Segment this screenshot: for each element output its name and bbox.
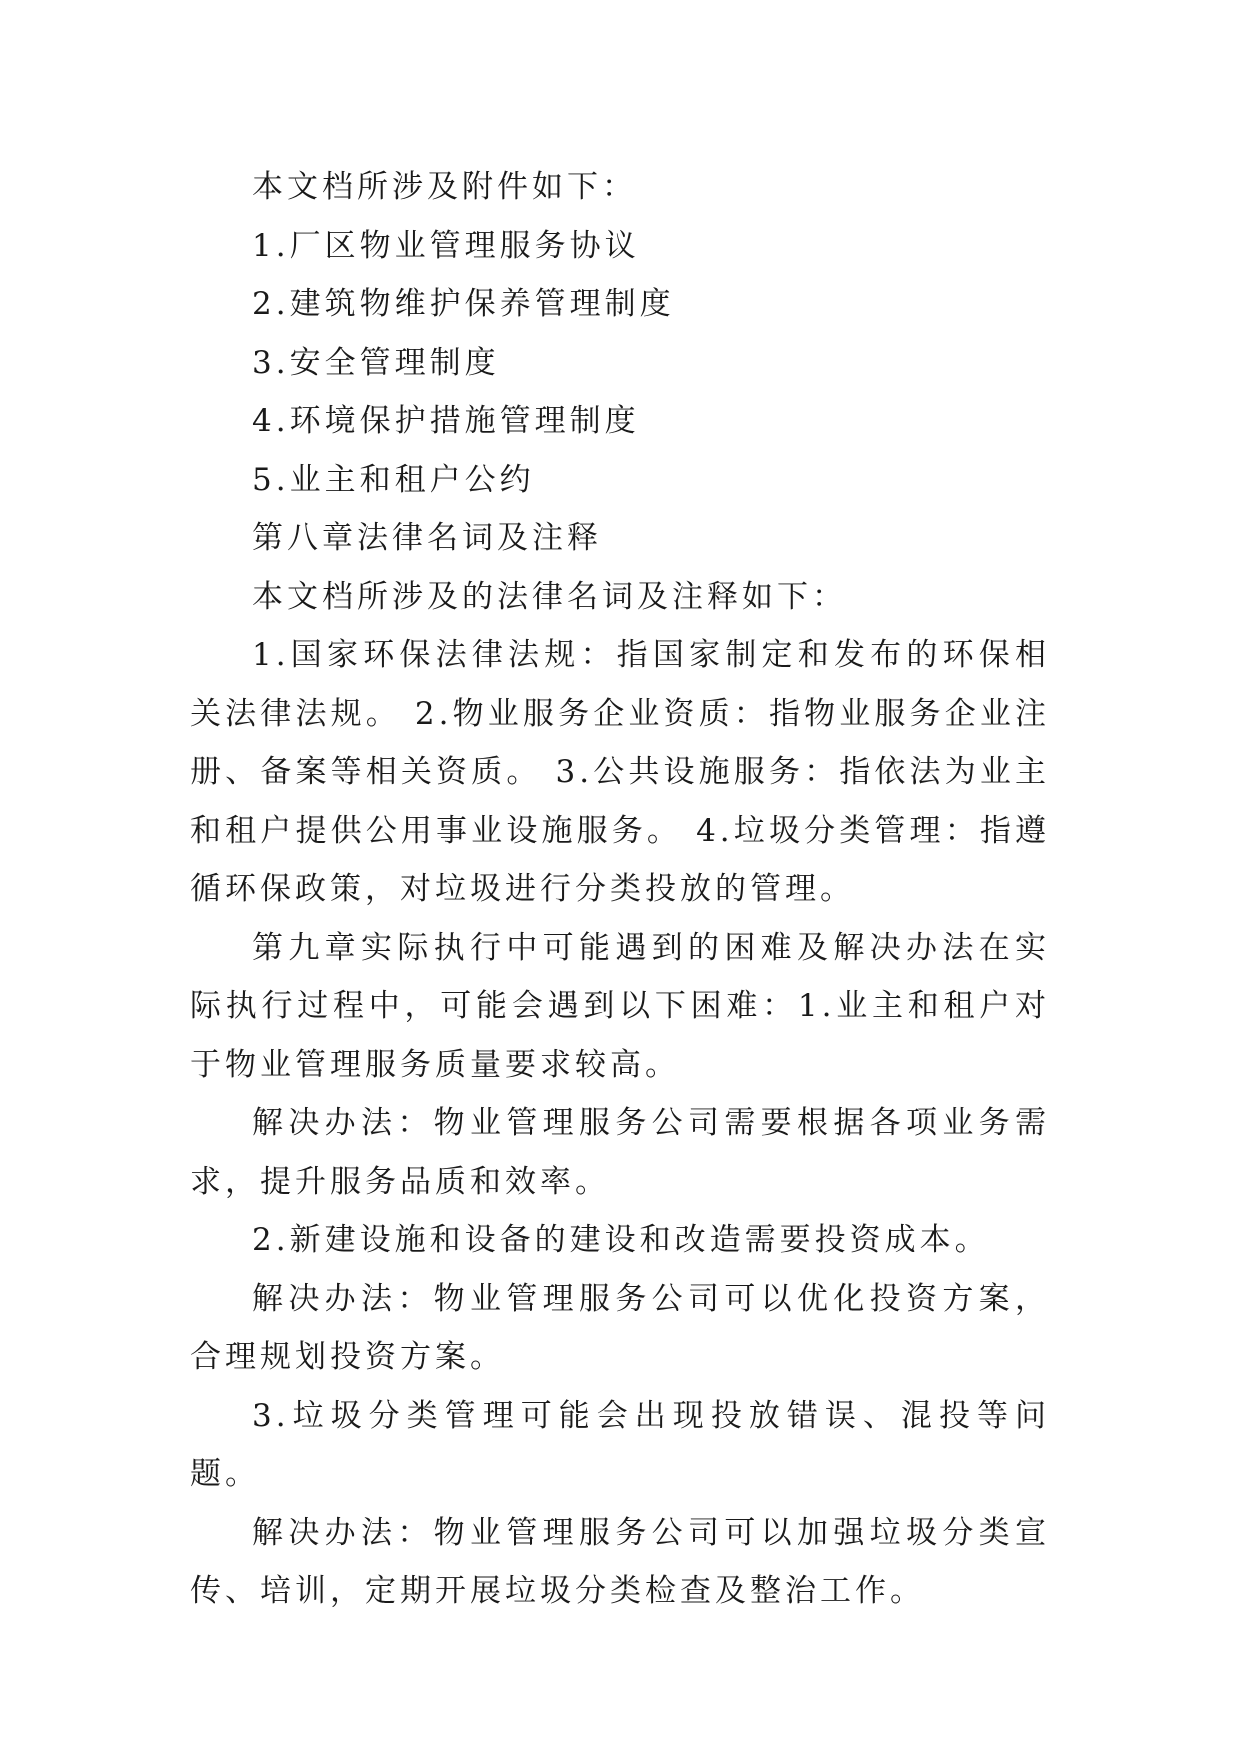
solution-paragraph-3: 解决办法：物业管理服务公司可以加强垃圾分类宣传、培训，定期开展垃圾分类检查及整治工作。 [190, 1514, 1050, 1609]
solution-paragraph-2: 解决办法：物业管理服务公司可以优化投资方案，合理规划投资方案。 [190, 1280, 1050, 1375]
attachment-item-4: 4.环境保护措施管理制度 [252, 403, 640, 439]
difficulty-paragraph-3: 3.垃圾分类管理可能会出现投放错误、混投等问题。 [190, 1397, 1050, 1492]
attachments-intro: 本文档所涉及附件如下： [252, 169, 637, 205]
legal-terms-definitions: 1.国家环保法律法规：指国家制定和发布的环保相关法律法规。 2.物业服务企业资质：指物业服务企业注册、备案等相关资质。 3.公共设施服务：指依法为业主和租户提供公用事业设施服务。 4.垃圾分类管理：指遵循环保政策，对垃圾进行分类投放的管理。 [190, 637, 1050, 907]
attachment-item-3: 3.安全管理制度 [252, 344, 500, 381]
attachment-item-2: 2.建筑物维护保养管理制度 [252, 286, 675, 322]
document-body [190, 158, 1050, 1621]
chapter-9-paragraph: 第九章实际执行中可能遇到的困难及解决办法在实际执行过程中，可能会遇到以下困难：1.业主和租户对于物业管理服务质量要求较高。 [190, 929, 1050, 1083]
legal-terms-intro: 本文档所涉及的法律名词及注释如下： [252, 578, 847, 615]
solution-paragraph-1: 解决办法：物业管理服务公司需要根据各项业务需求，提升服务品质和效率。 [190, 1105, 1050, 1200]
chapter-8-heading: 第八章法律名词及注释 [252, 520, 602, 556]
attachment-item-5: 5.业主和租户公约 [252, 461, 535, 498]
difficulty-paragraph-2: 2.新建设施和设备的建设和改造需要投资成本。 [252, 1222, 990, 1258]
attachment-item-1: 1.厂区物业管理服务协议 [252, 227, 640, 264]
